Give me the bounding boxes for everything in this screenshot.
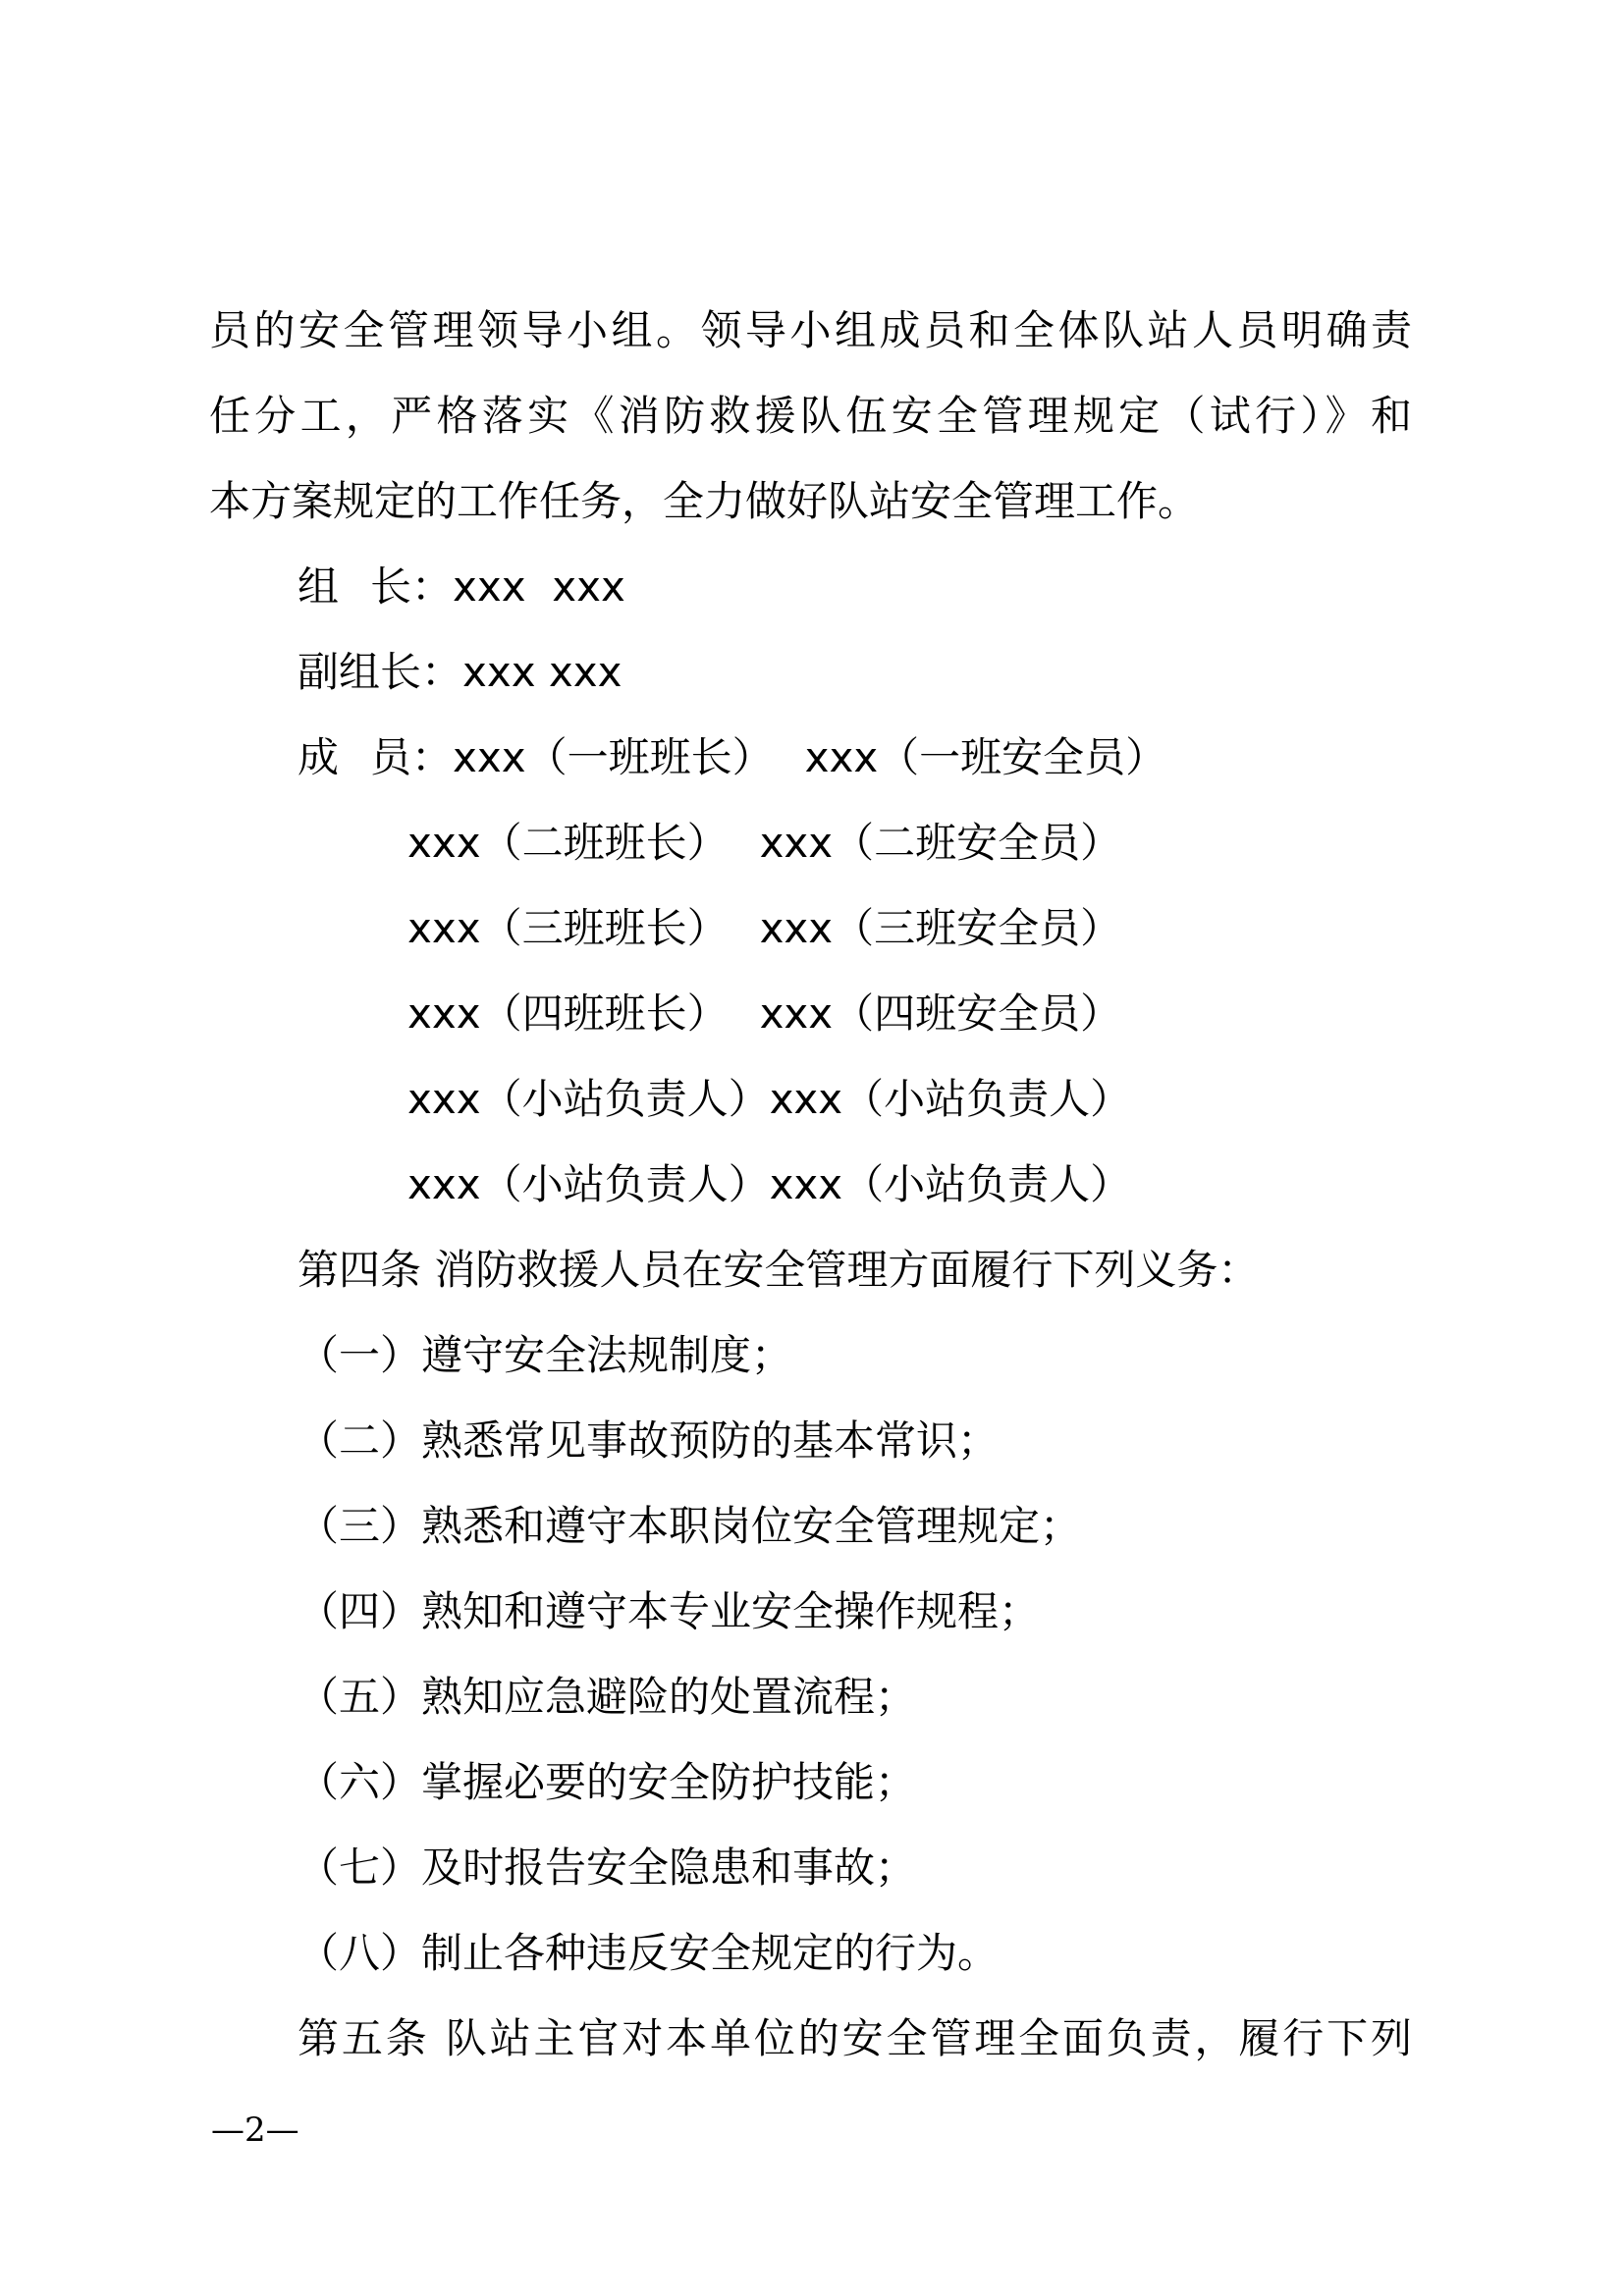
deputy-line (298, 643, 622, 702)
leader-label-b: 长： (370, 562, 454, 611)
article-4-item: （二）熟悉常见事故预防的基本常识； (298, 1416, 1000, 1465)
member-name: xxx（三班班长） (407, 904, 729, 952)
article-4-item: （五）熟知应急避险的处置流程； (298, 1673, 917, 1721)
member-row (407, 1070, 1131, 1129)
member-row (407, 814, 1121, 873)
intro-line-3: 本方案规定的工作任务，全力做好队站安全管理工作。 (209, 477, 1200, 525)
article-4-item: （六）掌握必要的安全防护技能； (298, 1758, 917, 1806)
leader-line (298, 558, 625, 616)
deputy-names: xxx xxx (462, 648, 622, 696)
article-4-item: （八）制止各种违反安全规定的行为。 (298, 1929, 1000, 1977)
member-name: xxx（小站负责人） (769, 1075, 1132, 1123)
article-4-item: （四）熟知和遵守本专业安全操作规程； (298, 1587, 1041, 1635)
article-4-item: （七）及时报告安全隐患和事故； (298, 1843, 917, 1892)
member-name: xxx（二班班长） (407, 819, 729, 867)
deputy-label: 副组长： (298, 648, 463, 696)
member-name: xxx（四班班长） (407, 989, 729, 1038)
article-4-item: （一）遵守安全法规制度； (298, 1331, 793, 1379)
leader-label-a: 组 (298, 562, 340, 611)
intro-line-1: 员的安全管理领导小组。领导小组成员和全体队站人员明确责 (209, 306, 1412, 354)
member-name: xxx（小站负责人） (407, 1160, 770, 1208)
article-4-heading: 第四条 消防救援人员在安全管理方面履行下列义务： (298, 1246, 1260, 1294)
members-line (298, 728, 1166, 787)
intro-line-2: 任分工，严格落实《消防救援队伍安全管理规定（试行）》和 (209, 392, 1412, 440)
members-label-b: 员： (370, 733, 454, 781)
member-name: xxx（一班安全员） (804, 733, 1167, 781)
member-name: xxx（一班班长） (453, 733, 774, 781)
member-row (407, 985, 1121, 1043)
leader-names: xxx xxx (453, 562, 625, 611)
article-5-heading: 第五条 队站主官对本单位的安全管理全面负责，履行下列 (298, 2014, 1412, 2062)
member-row (407, 1155, 1131, 1214)
page-number: —2— (211, 2110, 299, 2150)
member-name: xxx（小站负责人） (407, 1075, 770, 1123)
member-name: xxx（四班安全员） (759, 989, 1122, 1038)
member-row (407, 899, 1121, 958)
member-name: xxx（二班安全员） (759, 819, 1122, 867)
members-label-a: 成 (298, 733, 340, 781)
member-name: xxx（小站负责人） (769, 1160, 1132, 1208)
member-name: xxx（三班安全员） (759, 904, 1122, 952)
article-4-item: （三）熟悉和遵守本职岗位安全管理规定； (298, 1502, 1082, 1550)
